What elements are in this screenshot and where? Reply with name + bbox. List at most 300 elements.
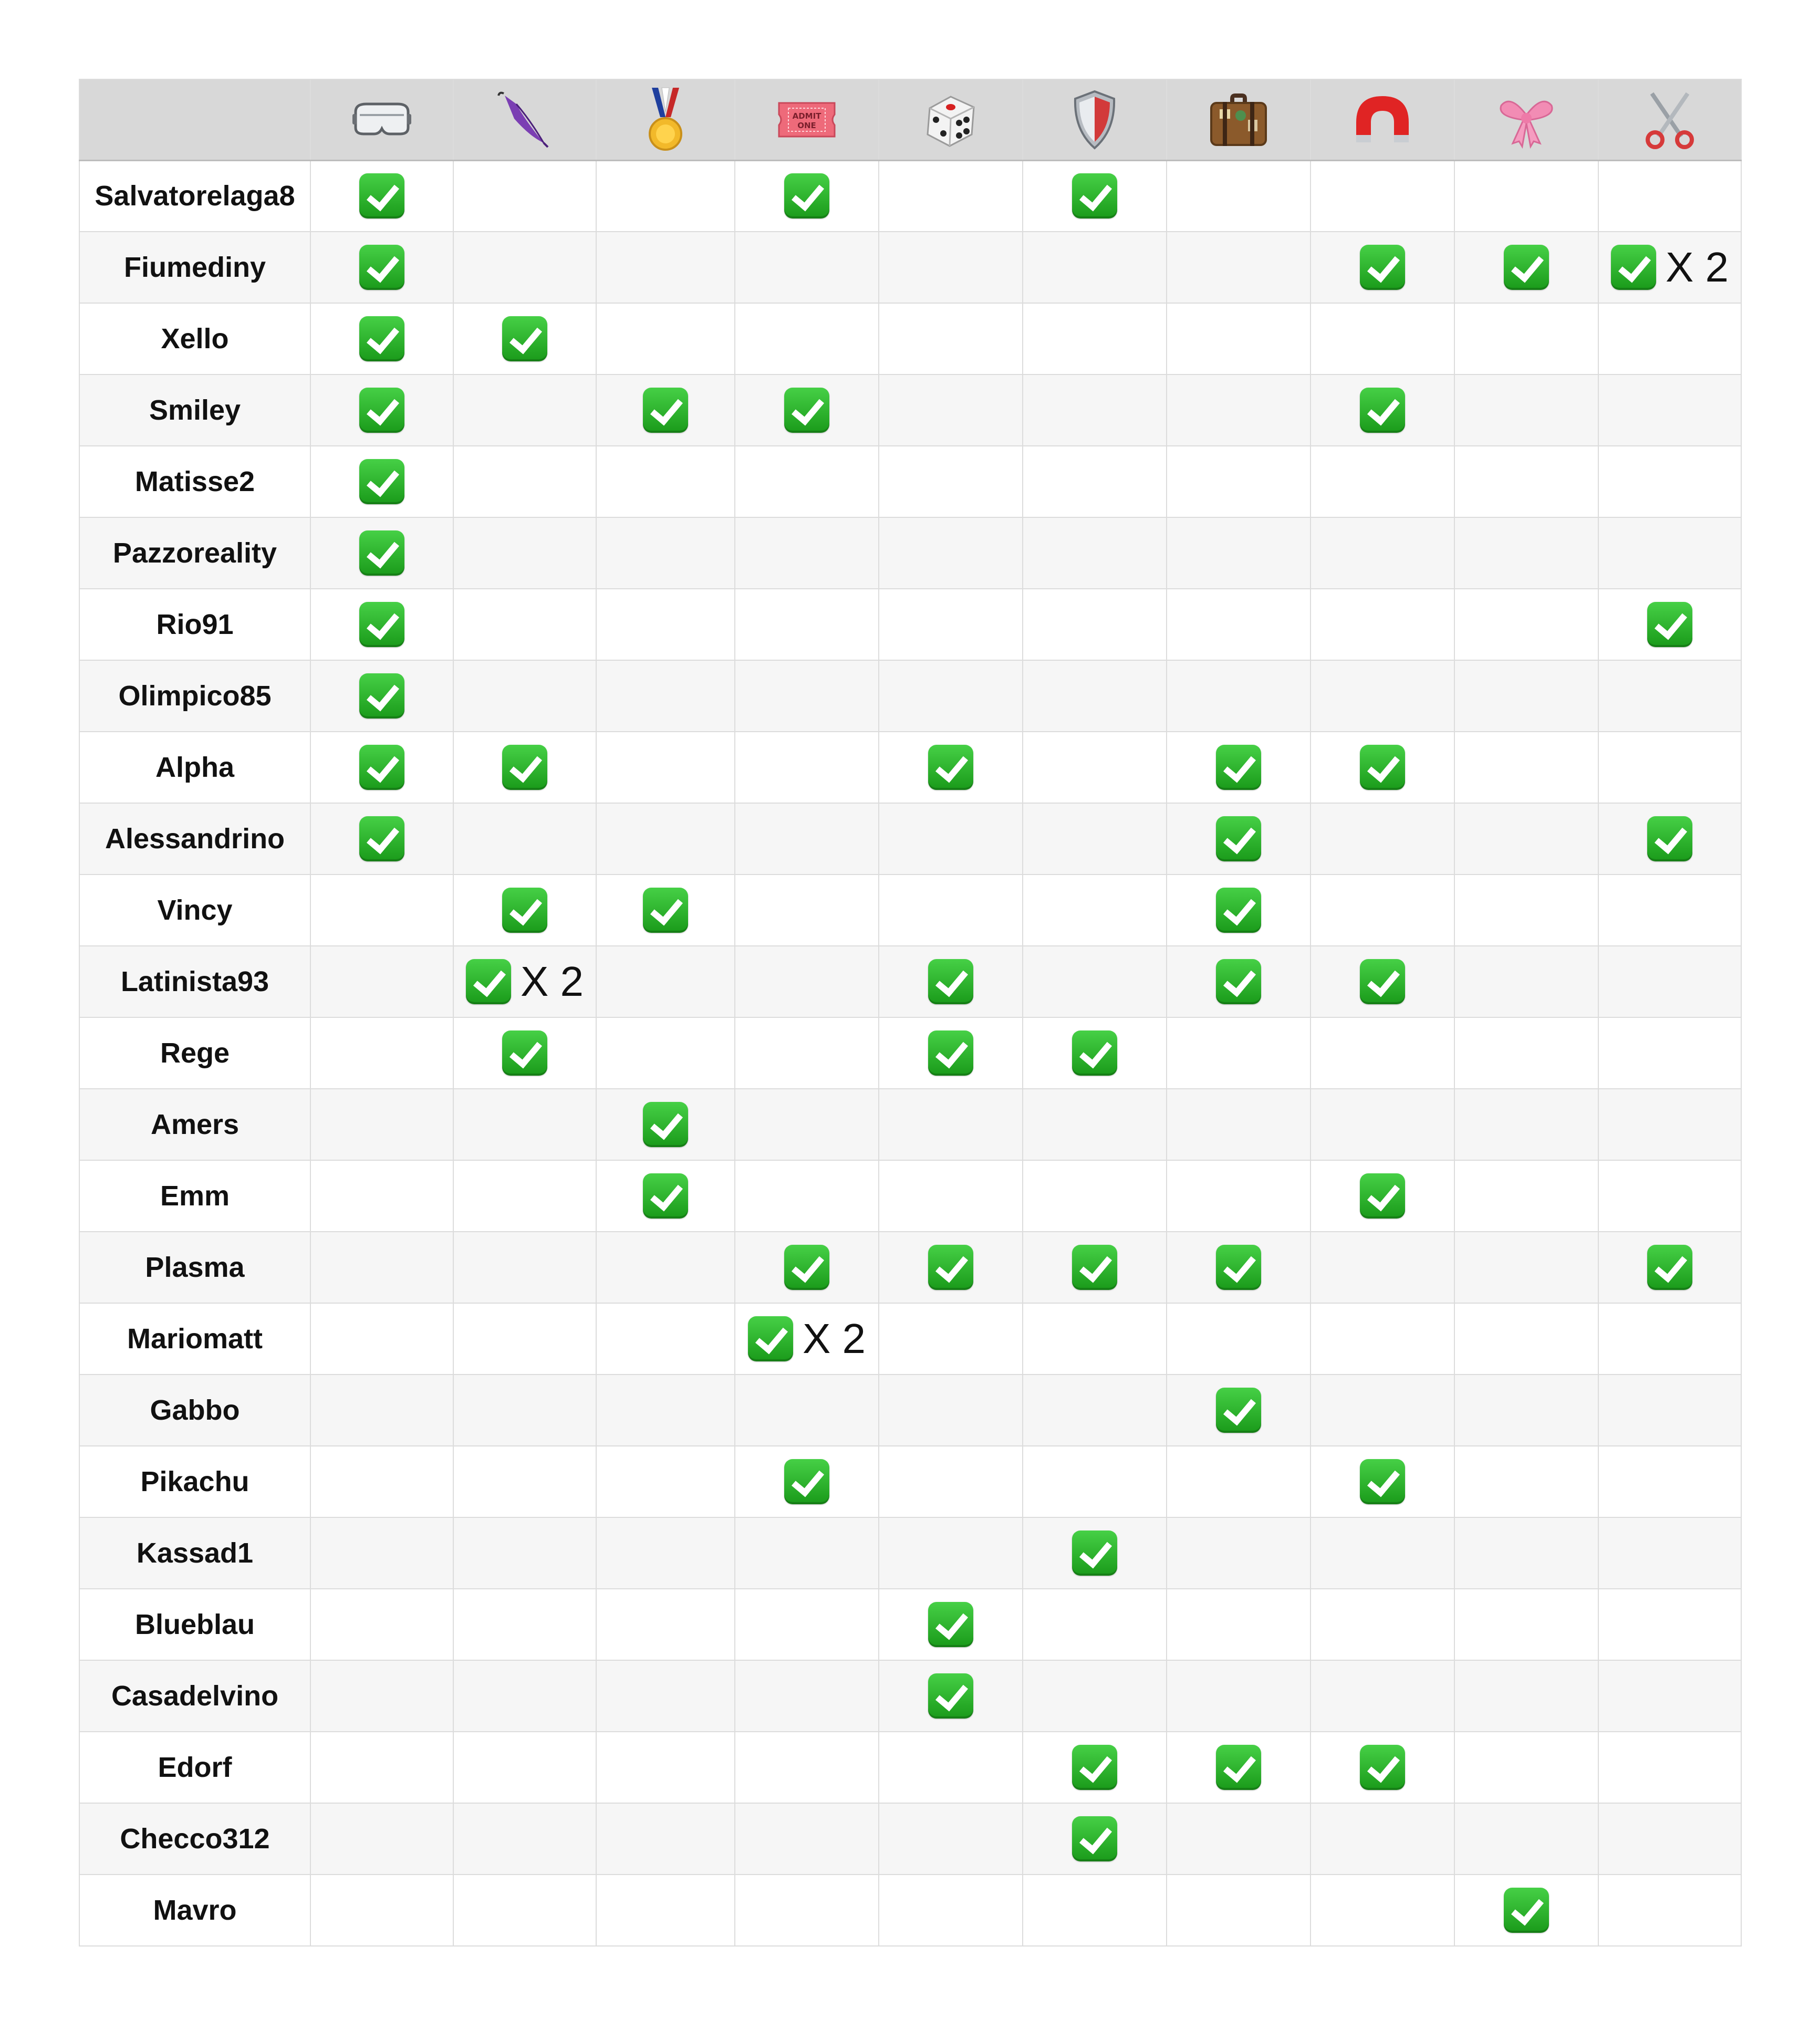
table-cell	[1023, 517, 1167, 589]
table-cell	[1311, 1803, 1454, 1875]
table-cell	[1167, 160, 1311, 232]
table-cell	[735, 589, 879, 660]
table-cell	[310, 1160, 453, 1232]
table-cell	[1167, 1660, 1311, 1732]
table-cell	[1167, 875, 1311, 946]
table-cell	[453, 1232, 596, 1303]
row-name: Mariomatt	[79, 1303, 310, 1375]
table-cell	[453, 1375, 596, 1446]
table-cell	[1023, 1017, 1167, 1089]
medal-icon	[644, 86, 687, 154]
table-cell	[453, 1517, 596, 1589]
table-cell	[1454, 303, 1598, 374]
check-mark-icon	[1216, 1388, 1261, 1433]
table-cell	[596, 374, 735, 446]
check-mark-icon	[928, 1673, 973, 1719]
table-row	[79, 589, 1741, 660]
table-cell	[735, 160, 879, 232]
table-cell	[453, 1017, 596, 1089]
check-mark-icon	[359, 673, 404, 719]
table-cell	[1311, 1875, 1454, 1946]
table-cell	[1023, 1446, 1167, 1517]
table-cell	[1311, 1375, 1454, 1446]
check-mark-icon	[359, 459, 404, 504]
row-name: Plasma	[79, 1232, 310, 1303]
table-row	[79, 660, 1741, 732]
table-cell	[596, 589, 735, 660]
row-name: Gabbo	[79, 1375, 310, 1446]
table-cell	[1454, 946, 1598, 1017]
table-cell	[879, 1160, 1023, 1232]
table-cell	[1167, 517, 1311, 589]
table-cell	[1311, 1589, 1454, 1660]
table-cell	[1167, 732, 1311, 803]
check-mark-icon	[1072, 1816, 1117, 1861]
table-cell	[1598, 875, 1741, 946]
table-cell	[310, 1089, 453, 1160]
table-cell	[453, 1660, 596, 1732]
shield-icon	[1071, 88, 1118, 151]
check-mark-icon	[1360, 1459, 1405, 1504]
table-cell	[453, 803, 596, 875]
table-cell	[879, 803, 1023, 875]
table-cell	[879, 1517, 1023, 1589]
table-cell	[1023, 1660, 1167, 1732]
table-cell	[596, 1589, 735, 1660]
check-mark-icon	[1360, 959, 1405, 1004]
table-cell	[596, 446, 735, 517]
table-row	[79, 1446, 1741, 1517]
multiplier-label: X 2	[1665, 244, 1729, 290]
table-cell	[735, 1589, 879, 1660]
table-cell	[596, 517, 735, 589]
table-cell	[879, 1232, 1023, 1303]
table-row	[79, 232, 1741, 303]
check-mark-icon	[748, 1316, 793, 1361]
table-cell	[1023, 303, 1167, 374]
table-cell	[1311, 232, 1454, 303]
table-cell	[1454, 1875, 1598, 1946]
table-cell	[1598, 803, 1741, 875]
table-cell	[879, 1303, 1023, 1375]
row-name: Salvatorelaga8	[79, 160, 310, 232]
column-header	[1023, 79, 1167, 160]
check-mark-icon	[1216, 1245, 1261, 1290]
table-cell	[735, 1446, 879, 1517]
row-name: Rege	[79, 1017, 310, 1089]
table-cell	[310, 232, 453, 303]
table-cell	[453, 589, 596, 660]
table-cell	[1598, 1589, 1741, 1660]
table-cell	[735, 946, 879, 1017]
check-mark-icon	[784, 388, 829, 433]
column-header	[1311, 79, 1454, 160]
table-row	[79, 946, 1741, 1017]
table-cell	[310, 1803, 453, 1875]
check-mark-icon	[928, 959, 973, 1004]
table-cell	[453, 1875, 596, 1946]
table-cell	[1598, 1517, 1741, 1589]
check-mark-icon	[1360, 1745, 1405, 1790]
check-mark-icon	[1072, 173, 1117, 218]
row-name: Latinista93	[79, 946, 310, 1017]
table-cell	[735, 1232, 879, 1303]
table-cell	[1598, 1160, 1741, 1232]
check-mark-icon	[928, 745, 973, 790]
check-mark-icon	[784, 173, 829, 218]
table-cell	[453, 660, 596, 732]
table-cell	[453, 517, 596, 589]
table-cell	[310, 1017, 453, 1089]
suitcase-icon	[1207, 88, 1270, 151]
table-cell	[1023, 1517, 1167, 1589]
row-name: Kassad1	[79, 1517, 310, 1589]
table-cell	[879, 1875, 1023, 1946]
table-cell	[453, 1303, 596, 1375]
table-cell	[1311, 946, 1454, 1017]
table-cell	[1454, 1517, 1598, 1589]
table-cell	[310, 1660, 453, 1732]
table-cell	[310, 1303, 453, 1375]
table-cell	[1454, 1303, 1598, 1375]
table-cell	[1311, 1017, 1454, 1089]
table-cell	[879, 589, 1023, 660]
table-cell	[735, 1732, 879, 1803]
table-cell	[879, 374, 1023, 446]
table-row	[79, 1875, 1741, 1946]
table-cell	[1023, 803, 1167, 875]
table-cell	[1167, 1803, 1311, 1875]
table-cell	[1598, 1660, 1741, 1732]
table-cell	[453, 446, 596, 517]
table-cell	[310, 517, 453, 589]
table-cell	[879, 1446, 1023, 1517]
table-cell	[1454, 1803, 1598, 1875]
table-cell	[1167, 589, 1311, 660]
table-cell	[1454, 1232, 1598, 1303]
check-mark-icon	[1072, 1531, 1117, 1576]
check-mark-icon	[466, 959, 511, 1004]
table-cell	[1454, 589, 1598, 660]
table-cell	[1023, 446, 1167, 517]
table-cell	[735, 1660, 879, 1732]
table-cell	[735, 517, 879, 589]
column-header	[1167, 79, 1311, 160]
table-cell	[1023, 232, 1167, 303]
table-row	[79, 446, 1741, 517]
table-cell	[1167, 1875, 1311, 1946]
table-cell	[1311, 660, 1454, 732]
table-row	[79, 1089, 1741, 1160]
table-cell	[735, 1089, 879, 1160]
table-cell	[879, 1732, 1023, 1803]
table-body	[79, 160, 1741, 1946]
table-cell	[596, 1660, 735, 1732]
table-cell	[1598, 732, 1741, 803]
table-cell	[1023, 1875, 1167, 1946]
die-icon	[919, 88, 982, 151]
multiplier-label: X 2	[802, 1315, 866, 1362]
table-cell	[735, 1303, 879, 1375]
table-cell	[1311, 1660, 1454, 1732]
table-cell	[596, 1803, 735, 1875]
table-cell	[1598, 517, 1741, 589]
table-cell	[1598, 1803, 1741, 1875]
table-row	[79, 1232, 1741, 1303]
table-cell	[1167, 232, 1311, 303]
table-cell	[1167, 446, 1311, 517]
row-name: Olimpico85	[79, 660, 310, 732]
table-cell	[1167, 660, 1311, 732]
check-mark-icon	[1360, 245, 1405, 290]
check-mark-icon	[643, 888, 688, 933]
table-cell	[1598, 160, 1741, 232]
table-cell	[879, 517, 1023, 589]
row-name: Fiumediny	[79, 232, 310, 303]
table-row	[79, 1589, 1741, 1660]
table-cell	[1311, 875, 1454, 946]
table-cell	[1598, 946, 1741, 1017]
table-cell	[596, 1732, 735, 1803]
table-cell	[1167, 1375, 1311, 1446]
umbrella-icon	[493, 88, 556, 151]
table-cell	[879, 1089, 1023, 1160]
table-cell	[1598, 1089, 1741, 1160]
table-cell	[735, 1160, 879, 1232]
check-mark-icon	[502, 745, 547, 790]
table-cell	[1598, 589, 1741, 660]
table-cell	[453, 1446, 596, 1517]
check-mark-icon	[784, 1459, 829, 1504]
check-mark-icon	[359, 316, 404, 361]
row-name: Rio91	[79, 589, 310, 660]
row-name: Xello	[79, 303, 310, 374]
table-cell	[1023, 875, 1167, 946]
table-cell	[1023, 1732, 1167, 1803]
table-cell	[1454, 232, 1598, 303]
table-cell	[1311, 446, 1454, 517]
table-cell	[596, 1875, 735, 1946]
ticket-label: ADMIT	[792, 111, 821, 121]
table-cell	[310, 446, 453, 517]
table-cell	[879, 732, 1023, 803]
table-cell	[453, 1589, 596, 1660]
table-row	[79, 374, 1741, 446]
table-cell	[596, 660, 735, 732]
table-cell	[1167, 374, 1311, 446]
table-row	[79, 1160, 1741, 1232]
table-cell	[1454, 1160, 1598, 1232]
table-cell	[1454, 1089, 1598, 1160]
table-row	[79, 1017, 1741, 1089]
check-mark-icon	[1504, 1888, 1549, 1933]
table-cell	[1023, 1160, 1167, 1232]
table-cell	[1311, 160, 1454, 232]
table-cell	[1167, 1732, 1311, 1803]
table-cell	[735, 1875, 879, 1946]
table-cell	[735, 303, 879, 374]
table-cell	[1023, 1232, 1167, 1303]
table-cell	[310, 660, 453, 732]
check-mark-icon	[359, 816, 404, 861]
check-mark-icon	[643, 1173, 688, 1219]
row-name: Emm	[79, 1160, 310, 1232]
table-cell	[1167, 303, 1311, 374]
check-mark-icon	[502, 1030, 547, 1076]
row-name: Amers	[79, 1089, 310, 1160]
check-mark-icon	[643, 1102, 688, 1147]
table-cell	[596, 303, 735, 374]
header-corner	[79, 79, 310, 160]
table-cell	[1454, 374, 1598, 446]
table-cell	[310, 589, 453, 660]
table-cell	[1598, 1446, 1741, 1517]
table-cell	[1167, 1446, 1311, 1517]
table-cell	[879, 1660, 1023, 1732]
table-cell	[1167, 1017, 1311, 1089]
table-cell	[310, 1232, 453, 1303]
check-mark-icon	[359, 245, 404, 290]
table-cell	[596, 1375, 735, 1446]
check-mark-icon	[1360, 1173, 1405, 1219]
table-cell	[453, 946, 596, 1017]
table-cell	[1167, 1589, 1311, 1660]
check-mark-icon	[359, 173, 404, 218]
table-cell	[1311, 1232, 1454, 1303]
check-mark-icon	[643, 388, 688, 433]
table-cell	[310, 303, 453, 374]
table-cell	[879, 1589, 1023, 1660]
table-cell	[1311, 303, 1454, 374]
table-cell	[310, 1732, 453, 1803]
table-cell	[735, 660, 879, 732]
multiplier-label: X 2	[520, 958, 584, 1005]
table-cell	[1598, 660, 1741, 732]
table-cell	[310, 875, 453, 946]
table-cell	[310, 374, 453, 446]
table-cell	[879, 660, 1023, 732]
table-cell	[1023, 732, 1167, 803]
table-cell	[1023, 589, 1167, 660]
table-cell	[1023, 1089, 1167, 1160]
table-cell	[1023, 1589, 1167, 1660]
table-cell	[310, 1375, 453, 1446]
table-cell	[879, 1375, 1023, 1446]
table-cell	[1454, 446, 1598, 517]
table-row	[79, 875, 1741, 946]
table-row	[79, 1732, 1741, 1803]
table-cell	[1454, 803, 1598, 875]
table-cell	[453, 160, 596, 232]
table-cell	[310, 1517, 453, 1589]
check-mark-icon	[359, 530, 404, 576]
column-header	[453, 79, 596, 160]
check-mark-icon	[359, 745, 404, 790]
table-cell	[310, 1446, 453, 1517]
check-mark-icon	[1360, 745, 1405, 790]
table-row	[79, 1660, 1741, 1732]
table-row	[79, 1303, 1741, 1375]
row-name: Mavro	[79, 1875, 310, 1946]
table-row	[79, 160, 1741, 232]
check-mark-icon	[928, 1602, 973, 1647]
tracking-table	[79, 79, 1742, 1946]
table-cell	[596, 1160, 735, 1232]
check-mark-icon	[502, 888, 547, 933]
table-cell	[735, 732, 879, 803]
table-cell	[1454, 1732, 1598, 1803]
table-cell	[1598, 1732, 1741, 1803]
row-name: Vincy	[79, 875, 310, 946]
check-mark-icon	[359, 602, 404, 647]
check-mark-icon	[1216, 888, 1261, 933]
table-cell	[596, 160, 735, 232]
table-cell	[1023, 1803, 1167, 1875]
table-cell	[1454, 1446, 1598, 1517]
table-cell	[879, 1803, 1023, 1875]
column-header	[879, 79, 1023, 160]
table-cell	[453, 1803, 596, 1875]
table-cell	[879, 160, 1023, 232]
table-cell	[1167, 803, 1311, 875]
table-cell	[453, 1160, 596, 1232]
ribbon-icon	[1495, 91, 1558, 149]
header-row	[79, 79, 1741, 160]
table-cell	[310, 803, 453, 875]
scissors-icon	[1638, 88, 1701, 151]
table-cell	[1167, 946, 1311, 1017]
table-cell	[310, 1589, 453, 1660]
table-cell	[735, 803, 879, 875]
table-cell	[1311, 732, 1454, 803]
table-row	[79, 303, 1741, 374]
admit-ticket-icon	[776, 99, 838, 141]
table-cell	[879, 946, 1023, 1017]
row-name: Matisse2	[79, 446, 310, 517]
check-mark-icon	[1072, 1245, 1117, 1290]
table-cell	[879, 303, 1023, 374]
table-cell	[879, 446, 1023, 517]
table-cell	[1023, 660, 1167, 732]
table-cell	[453, 1089, 596, 1160]
table-cell	[596, 1017, 735, 1089]
table-cell	[1311, 517, 1454, 589]
table-cell	[1598, 1017, 1741, 1089]
table-cell	[453, 303, 596, 374]
table-row	[79, 803, 1741, 875]
table-cell	[1167, 1517, 1311, 1589]
check-mark-icon	[1216, 1745, 1261, 1790]
table-cell	[310, 946, 453, 1017]
table-cell	[1454, 732, 1598, 803]
table-cell	[1311, 1517, 1454, 1589]
table-cell	[453, 1732, 596, 1803]
check-mark-icon	[1647, 816, 1692, 861]
check-mark-icon	[359, 388, 404, 433]
column-header	[310, 79, 453, 160]
table-cell	[1454, 517, 1598, 589]
table-cell	[1311, 1446, 1454, 1517]
table-cell	[879, 232, 1023, 303]
table-cell	[453, 374, 596, 446]
table-cell	[1598, 1232, 1741, 1303]
row-name: Pikachu	[79, 1446, 310, 1517]
table-cell	[1167, 1303, 1311, 1375]
row-name: Edorf	[79, 1732, 310, 1803]
table-cell	[1454, 1589, 1598, 1660]
table-cell	[310, 160, 453, 232]
check-mark-icon	[1216, 959, 1261, 1004]
